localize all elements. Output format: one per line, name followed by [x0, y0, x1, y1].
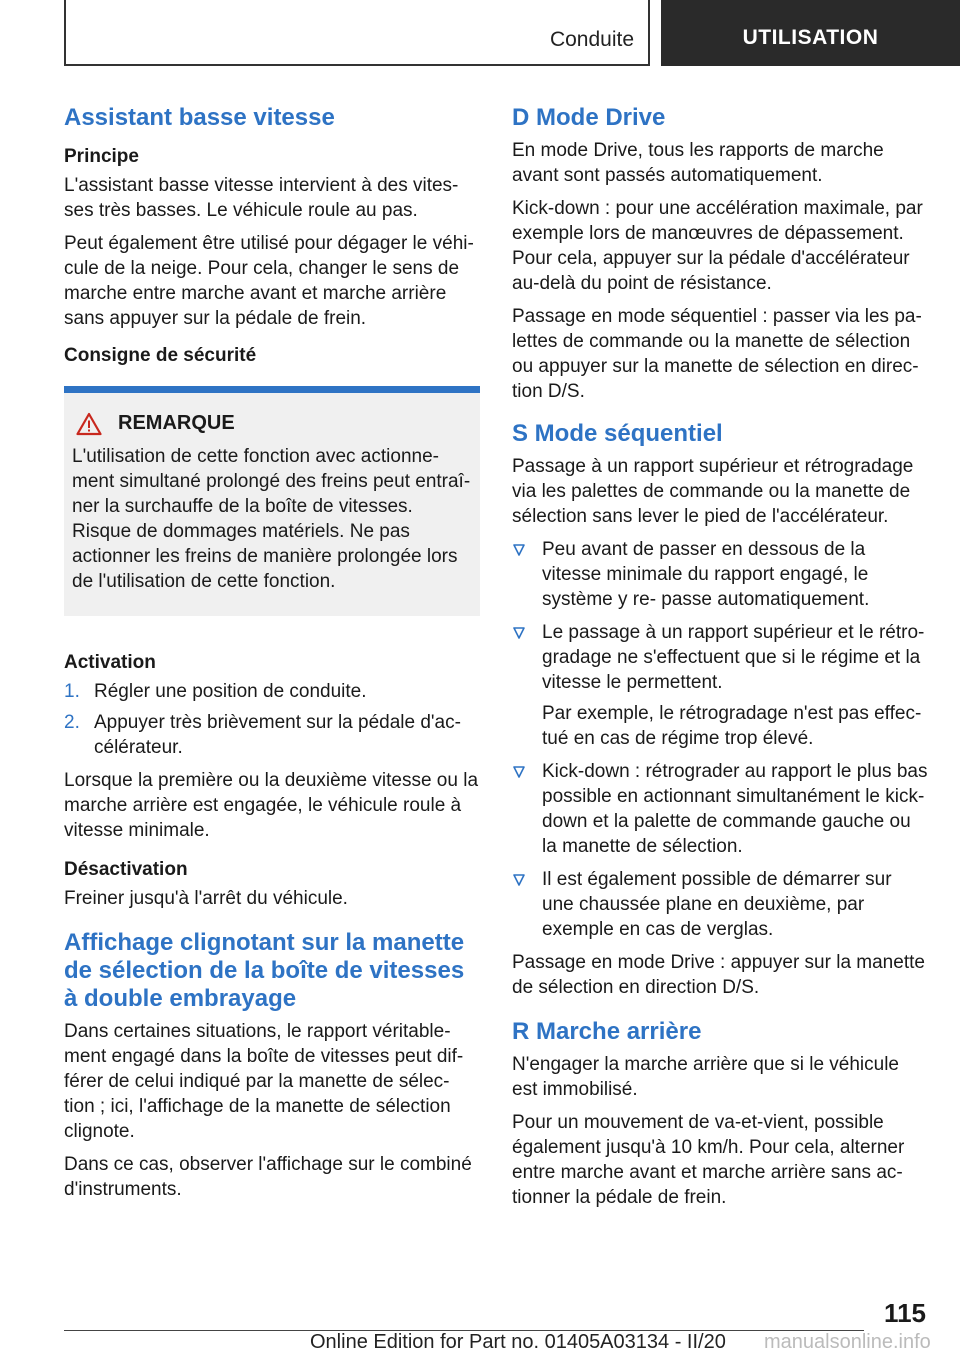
footer-watermark: manualsonline.info — [764, 1331, 931, 1353]
warning-triangle-icon — [76, 412, 102, 436]
triangle-bullet-icon — [512, 626, 526, 640]
paragraph-drive-1: En mode Drive, tous les rapports de marche avant sont passés automatiquement. — [512, 140, 884, 186]
footer-edition: Online Edition for Part no. 01405A03134 - II/20 — [310, 1331, 726, 1353]
page-number: 115 — [884, 1298, 926, 1328]
triangle-bullet-icon — [512, 873, 526, 887]
subheading-principle: Principe — [64, 146, 139, 167]
activation-steps — [64, 679, 480, 760]
notice-header — [72, 411, 472, 436]
heading-flashing-display: Affichage clignotant sur la manette de sélection de la boîte de vitesses à double embrayage — [64, 929, 465, 1012]
left-column — [64, 100, 480, 1210]
paragraph-principle-2: Peut également être utilisé pour dégager le véhi‐ cule de la neige. Pour cela, changer le sens de marche entre marche avant et marche arrière sans appuyer sur la pédale de frein. — [64, 233, 474, 329]
notice-box — [64, 386, 480, 616]
subheading-activation: Activation — [64, 652, 156, 673]
list-item — [512, 867, 928, 942]
list-item — [512, 759, 928, 859]
list-item — [512, 537, 928, 612]
step-text: Appuyer très brièvement sur la pédale d'ac‐ célérateur. — [94, 712, 461, 758]
paragraph-sequential-1: Passage à un rapport supérieur et rétrogradage via les palettes de commande ou la manette de sélection sans lever le pied de l'accélérateur. — [512, 456, 914, 527]
bullet-text: Le passage à un rapport supérieur et le rétro‐ gradage ne s'effectuent que si le régime et la vitesse le permettent. — [542, 622, 925, 693]
heading-drive-mode: D Mode Drive — [512, 104, 666, 131]
header-section-title: Conduite — [549, 28, 634, 51]
step-text: Régler une position de conduite. — [94, 681, 367, 702]
paragraph-drive-3: Passage en mode séquentiel : passer via les pa‐ lettes de commande ou la manette de sélection ou appuyer sur la manette de sélection en direc‐ tion D/S. — [512, 306, 922, 402]
notice-text: L'utilisation de cette fonction avec actionne‐ ment simultané prolongé des freins peut entraî‐ ner la surchauffe de la boîte de vitesses. Risque de dommages matériels. Ne pas actionner les freins de manière prolongée lors de l'utilisation de cette fonction. — [72, 446, 471, 592]
heading-sequential-mode: S Mode séquentiel — [512, 420, 723, 447]
paragraph-activation: Lorsque la première ou la deuxième vitesse ou la marche arrière est engagée, le véhicule roule à vitesse minimale. — [64, 770, 479, 841]
bullet-text: Kick-down : rétrograder au rapport le plus bas possible en actionnant simultanément le kick‐ down et la palette de commande gauche ou la manette de sélection. — [542, 761, 928, 857]
header-frame — [64, 0, 650, 66]
bullet-text: Il est également possible de démarrer sur une chaussée plane en deuxième, par exemple en cas de verglas. — [542, 869, 892, 940]
heading-reverse: R Marche arrière — [512, 1018, 702, 1045]
step-number: 1. — [64, 681, 80, 702]
subheading-safety: Consigne de sécurité — [64, 345, 257, 366]
paragraph-flash-2: Dans ce cas, observer l'affichage sur le combiné d'instruments. — [64, 1154, 472, 1200]
subheading-deactivation: Désactivation — [64, 859, 188, 880]
right-column — [512, 100, 928, 1218]
paragraph-principle-1: L'assistant basse vitesse intervient à des vites‐ ses très basses. Le véhicule roule au pas. — [64, 175, 459, 221]
paragraph-reverse-2: Pour un mouvement de va-et-vient, possible également jusqu'à 10 km/h. Pour cela, alterner entre marche avant et marche arrière sans ac‐ tionner la pédale de frein. — [512, 1112, 905, 1208]
list-item — [64, 710, 480, 760]
triangle-bullet-icon — [512, 765, 526, 779]
step-number: 2. — [64, 712, 80, 733]
list-item — [64, 679, 480, 704]
bullet-text: Peu avant de passer en dessous de la vitesse minimale du rapport engagé, le système y re‐ passe automatiquement. — [542, 539, 870, 610]
paragraph-drive-2: Kick-down : pour une accélération maximale, par exemple lors de manœuvres de dépassement. Pour cela, appuyer sur la pédale d'accélérateur au-delà du point de résistance. — [512, 198, 923, 294]
sequential-bullets — [512, 537, 928, 942]
notice-title: REMARQUE — [118, 412, 235, 434]
bullet-subtext: Par exemple, le rétrogradage n'est pas effec‐ tué en cas de régime trop élevé. — [542, 703, 922, 749]
paragraph-reverse-1: N'engager la marche arrière que si le véhicule est immobilisé. — [512, 1054, 899, 1100]
paragraph-sequential-2: Passage en mode Drive : appuyer sur la manette de sélection en direction D/S. — [512, 952, 925, 998]
header-chapter-tab: UTILISATION — [661, 0, 960, 66]
triangle-bullet-icon — [512, 543, 526, 557]
list-item — [512, 620, 928, 751]
paragraph-deactivation: Freiner jusqu'à l'arrêt du véhicule. — [64, 888, 348, 909]
paragraph-flash-1: Dans certaines situations, le rapport véritable‐ ment engagé dans la boîte de vitesses peut dif‐ férer de celui indiqué par la manette de sélec‐ tion ; ici, l'affichage de la manette de sélection clignote. — [64, 1021, 464, 1142]
heading-low-speed-assistant: Assistant basse vitesse — [64, 104, 335, 131]
